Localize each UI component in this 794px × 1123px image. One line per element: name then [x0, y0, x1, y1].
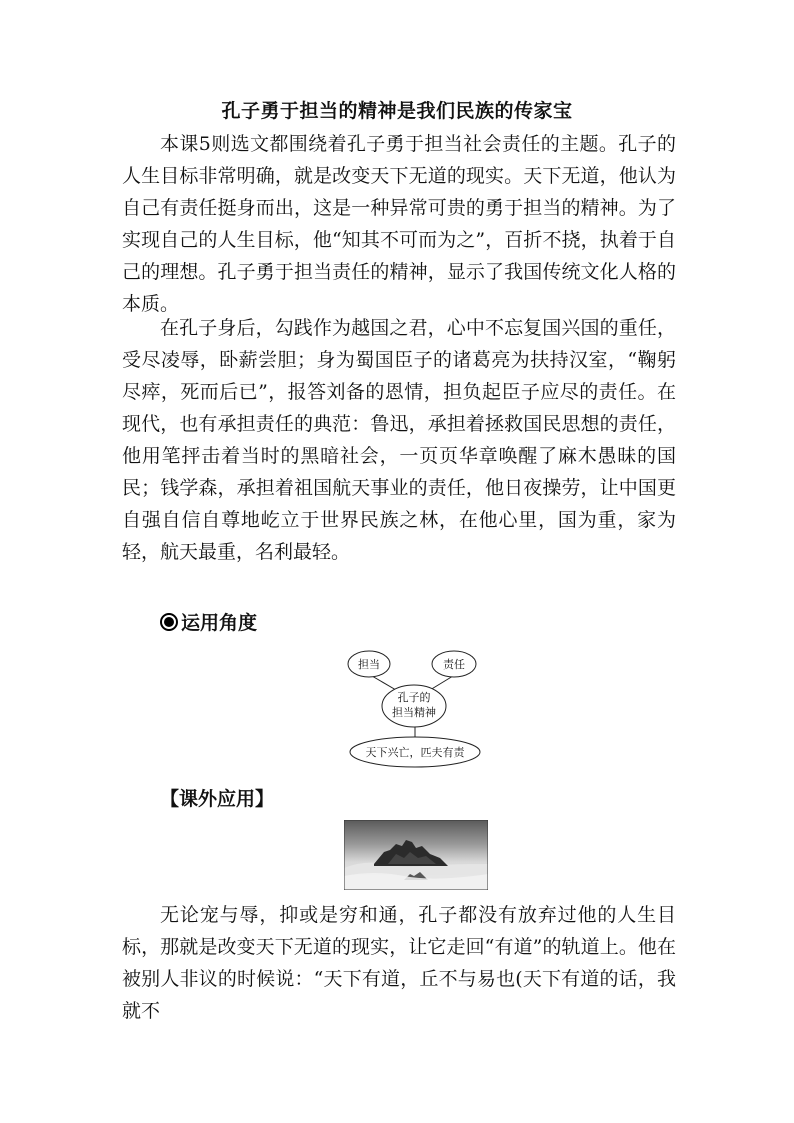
section-extra-heading: 【课外应用】 — [160, 788, 275, 810]
paragraph-application: 无论宠与辱，抑或是穷和通，孔子都没有放弃过他的人生目标，那就是改变天下无道的现实，让它走回“有道”的轨道上。他在被别人非议的时候说：“天下有道，丘不与易也(天下有道的话，我就不 — [122, 904, 676, 1022]
node-center-line1: 孔子的 — [397, 691, 431, 704]
paragraph-examples: 在孔子身后，勾践作为越国之君，心中不忘复国兴国的重任，受尽凌辱，卧薪尝胆；身为蜀国臣子的诸葛亮为扶持汉室，“鞠躬尽瘁，死而后已”，报答刘备的恩情，担负起臣子应尽的责任。在现代，也有承担责任的典范：鲁迅，承担着拯救国民思想的责任，他用笔抨击着当时的黑暗社会，一页页华章唤醒了麻木愚昧的国民；钱学森，承担着祖国航天事业的责任，他日夜操劳，让中国更自强自信自尊地屹立于世界民族之林，在他心里，国为重，家为轻，航天最重，名利最轻。 — [122, 317, 676, 563]
paragraph-intro: 本课5则选文都围绕着孔子勇于担当社会责任的主题。孔子的人生目标非常明确，就是改变天下无道的现实。天下无道，他认为自己有责任挺身而出，这是一种异常可贵的勇于担当的精神。为了实现自己的人生目标，他“知其不可而为之”，百折不挠，执着于自己的理想。孔子勇于担当责任的精神，显示了我国传统文化人格的本质。 — [122, 133, 676, 315]
connector-right — [430, 676, 453, 690]
section-usage-label: 运用角度 — [181, 612, 258, 634]
section-usage-heading — [160, 608, 257, 635]
concept-diagram — [340, 640, 490, 770]
node-bottom-label: 天下兴亡，匹夫有责 — [365, 746, 465, 759]
mountain-photo — [344, 820, 488, 890]
page-title: 孔子勇于担当的精神是我们民族的传家宝 — [221, 100, 573, 122]
node-left-label: 担当 — [358, 658, 380, 671]
node-right-label: 责任 — [443, 658, 465, 671]
connector-left — [372, 676, 396, 690]
node-center-line2: 担当精神 — [392, 706, 436, 719]
bullet-icon — [160, 613, 178, 631]
